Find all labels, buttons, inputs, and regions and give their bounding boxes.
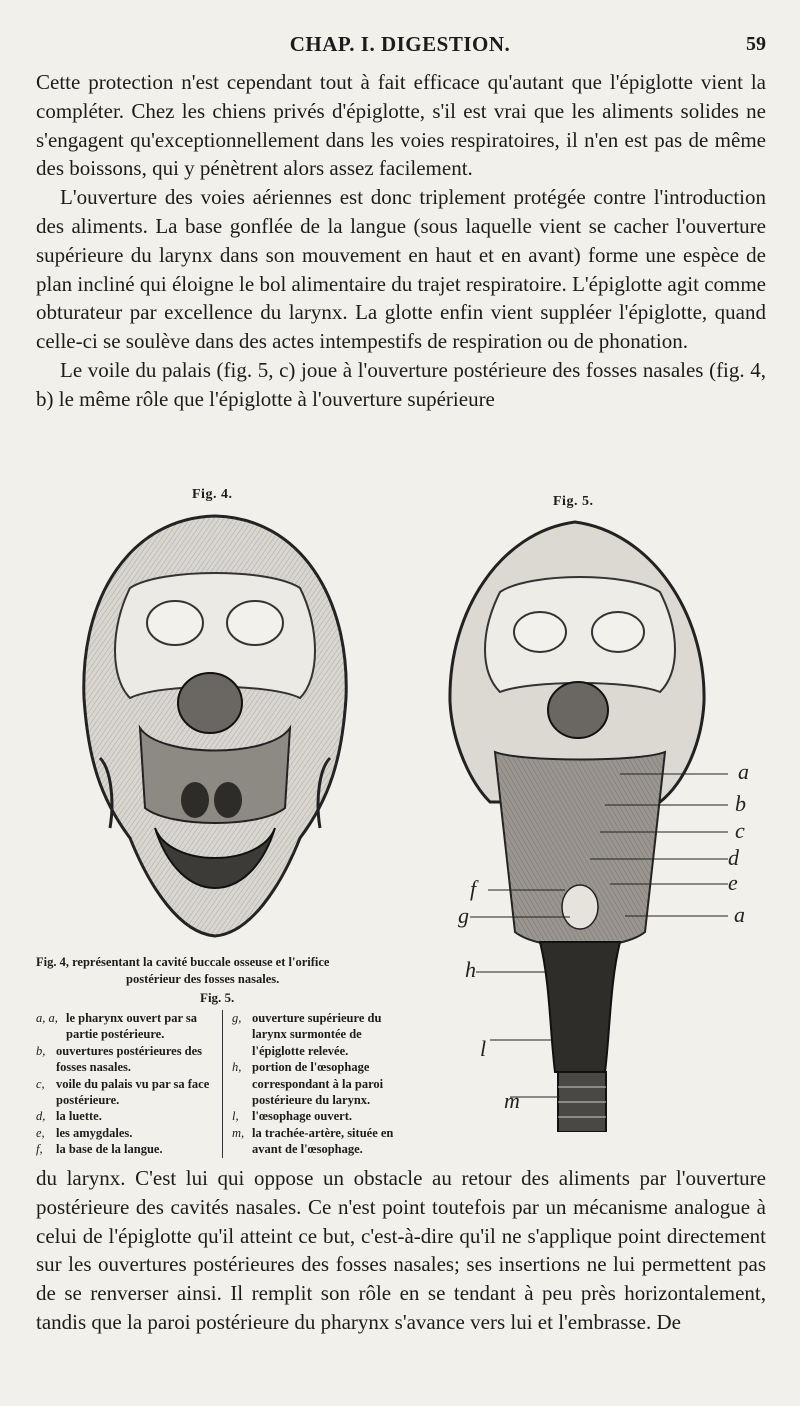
legend-text: les amygdales.	[56, 1125, 133, 1140]
legend-text: voile du palais vu par sa face postérieure.	[56, 1076, 210, 1108]
figure-4-title: Fig. 4.	[192, 487, 233, 502]
figure-4-caption	[36, 954, 426, 988]
caption-line: postérieur des fosses nasales.	[126, 972, 280, 986]
page-header	[0, 30, 800, 62]
legend-key: e,	[36, 1125, 45, 1140]
figure-label: h	[465, 957, 476, 982]
figure-5-legend-left	[36, 1010, 218, 1158]
page-number: 59	[746, 33, 766, 55]
bottom-text-block	[36, 1164, 766, 1337]
legend-text: portion de l'œsophage correspondant à la paroi postérieure du larynx.	[252, 1060, 384, 1108]
legend-key: c,	[36, 1076, 45, 1091]
legend-item	[36, 1043, 218, 1076]
legend-key: h,	[232, 1060, 242, 1075]
legend-key: b,	[36, 1043, 46, 1058]
legend-item	[232, 1108, 412, 1124]
top-text-block	[36, 68, 766, 414]
paragraph: Le voile du palais (fig. 5, c) joue à l'ouverture postérieure des fosses nasales (fig. 4, b) le même rôle que l'épiglotte à l'ouverture supérieure	[36, 357, 766, 411]
figure-4-skull-illustration	[70, 508, 360, 943]
legend-key: l,	[232, 1109, 239, 1124]
figure-label: c	[735, 818, 745, 843]
paragraph: Cette protection n'est cependant tout à fait efficace qu'autant que l'épiglotte vient la compléter. Chez les chiens privés d'épiglotte, s'il est vrai que les aliments solides ne s'engagent qu'exceptionnellement dans les voies respiratoires, il n'en est pas de même des boissons, qui y pénètrent alors assez facilement.	[36, 70, 766, 181]
legend-text: la base de la langue.	[56, 1142, 163, 1157]
figure-5-legend-right	[232, 1010, 412, 1158]
paragraph: du larynx. C'est lui qui oppose un obstacle au retour des aliments par l'ouverture postérieure des cavités nasales. Ce n'est point toutefois par un mécanisme analogue à celui de l'épiglotte qu'il atteint ce but, c'est-à-dire qu'il ne s'applique point directement sur les ouvertures postérieures des fosses nasales; ses insertions ne lui permettent pas de se renverser ainsi. Il remplit son rôle en se tendant à peu près horizontalement, tandis que la paroi postérieure du pharynx s'avance vers lui et l'embrasse. De	[36, 1166, 766, 1334]
legend-text: la luette.	[56, 1109, 102, 1124]
legend-item	[232, 1125, 412, 1158]
legend-text: ouvertures postérieures des fosses nasales.	[56, 1043, 203, 1075]
figure-5-title: Fig. 5.	[553, 494, 594, 509]
caption-line: Fig. 4, représentant la cavité buccale osseuse et l'orifice	[36, 955, 330, 969]
legend-key: m,	[232, 1125, 245, 1140]
figure-label: e	[728, 870, 738, 895]
legend-key: d,	[36, 1109, 46, 1124]
figure-label: g	[458, 903, 469, 928]
legend-key: a, a,	[36, 1011, 58, 1025]
figure-label: a	[738, 759, 749, 784]
legend-item	[232, 1010, 412, 1059]
figure-label: l	[480, 1036, 487, 1061]
running-title: CHAP. I. DIGESTION.	[289, 32, 511, 56]
legend-item	[232, 1059, 412, 1108]
figure-label: a	[734, 902, 745, 927]
figure-label: f	[470, 876, 477, 901]
figure-label: d	[728, 845, 739, 870]
figure-label: b	[735, 791, 746, 816]
legend-key: f,	[36, 1142, 43, 1157]
legend-item	[36, 1076, 218, 1109]
legend-text: la trachée-artère, située en avant de l'œsophage.	[252, 1125, 394, 1157]
legend-text: le pharynx ouvert par sa partie postérieure.	[66, 1011, 198, 1042]
legend-item	[36, 1141, 218, 1157]
legend-divider	[222, 1010, 223, 1158]
legend-text: l'œsophage ouvert.	[252, 1109, 352, 1124]
figure-label: m	[504, 1088, 520, 1113]
legend-text: ouverture supérieure du larynx surmontée de l'épiglotte relevée.	[252, 1011, 382, 1058]
figure-5-caption-heading: Fig. 5.	[200, 990, 235, 1005]
legend-item	[36, 1010, 218, 1043]
legend-item	[36, 1125, 218, 1141]
paragraph: L'ouverture des voies aériennes est donc triplement protégée contre l'introduction des aliments. La base gonflée de la langue (sous laquelle vient se cacher l'ouverture supérieure du larynx dans son mouvement en haut et en avant) forme une espèce de plan incliné qui éloigne le bol alimentaire du trajet respiratoire. L'épiglotte agit comme obturateur par excellence du larynx. La glotte enfin vient suppléer l'épiglotte, quand celle-ci se soulève dans des actes intempestifs de respiration ou de phonation.	[36, 185, 766, 354]
legend-key: g,	[232, 1011, 242, 1025]
legend-item	[36, 1108, 218, 1124]
